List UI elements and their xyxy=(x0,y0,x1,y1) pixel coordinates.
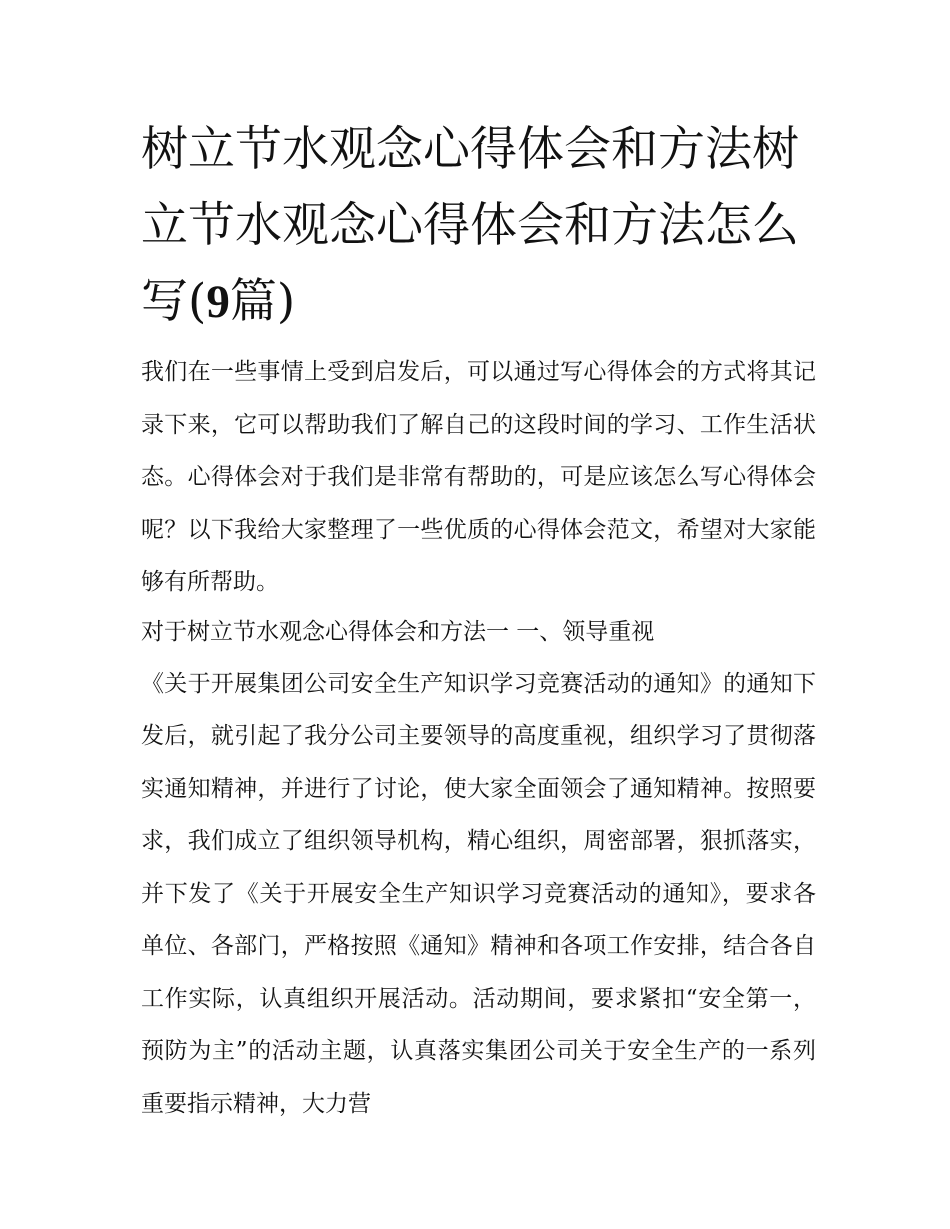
title-number: 9 xyxy=(206,276,230,328)
document-title xyxy=(141,112,816,340)
document-content xyxy=(141,112,816,1130)
body-paragraph: 《关于开展集团公司安全生产知识学习竞赛活动的通知》的通知下发后，就引起了我分公司主要领导的高度重视，组织学习了贯彻落实通知精神，并进行了讨论，使大家全面领会了通知精神。按照要求，我们成立了组织领导机构，精心组织，周密部署，狠抓落实，并下发了《关于开展安全生产知识学习竞赛活动的通知》，要求各单位、各部门，严格按照《通知》精神和各项工作安排，结合各自工作实际，认真组织开展活动。活动期间，要求紧扣“安全第一，预防为主”的活动主题，认真落实集团公司关于安全生产的一系列重要指示精神，大力营 xyxy=(141,670,816,1117)
intro-paragraph: 我们在一些事情上受到启发后，可以通过写心得体会的方式将其记录下来，它可以帮助我们了解自己的这段时间的学习、工作生活状态。心得体会对于我们是非常有帮助的，可是应该怎么写心得体会呢？以下我给大家整理了一些优质的心得体会范文，希望对大家能够有所帮助。 xyxy=(141,359,816,595)
section-heading: 对于树立节水观念心得体会和方法一 一、领导重视 xyxy=(141,618,655,645)
title-text-end: 篇) xyxy=(229,274,296,329)
title-text: 树立节水观念心得体会和方法树立节水观念心得体会和方法怎么写( xyxy=(141,122,799,329)
